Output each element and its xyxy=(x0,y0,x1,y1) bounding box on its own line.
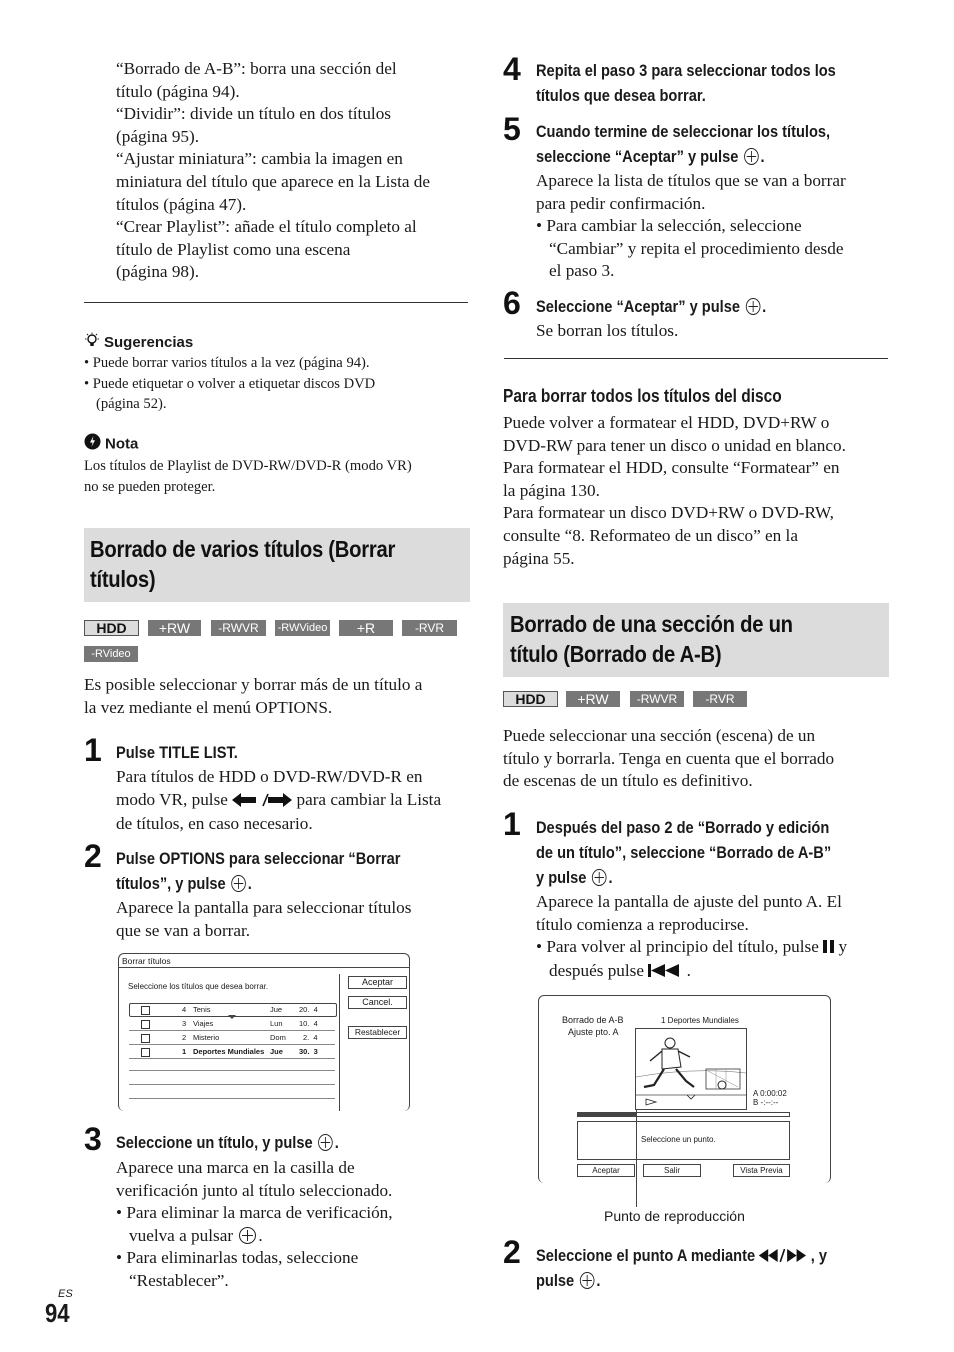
enter-button-icon xyxy=(592,869,607,886)
step-heading: Después del paso 2 de “Borrado y edición xyxy=(536,818,830,837)
text-fragment: y pulse xyxy=(536,868,587,887)
text-line: la vez mediante el menú OPTIONS. xyxy=(84,697,333,717)
time-a: A 0:00:02 xyxy=(753,1089,787,1098)
step-heading: títulos que desea borrar. xyxy=(536,86,706,105)
step1-body xyxy=(116,766,476,836)
callout-line xyxy=(636,1110,637,1207)
progress-fill xyxy=(578,1113,637,1116)
text-line: miniatura del título que aparece en la Lista de xyxy=(116,171,431,191)
bullet-line: “Cambiar” y repita el procedimiento desde xyxy=(549,238,844,258)
bullet-line: • Para eliminarlas todas, seleccione xyxy=(116,1248,359,1268)
borrado-ab-screen xyxy=(538,995,831,1183)
step-heading: de un título”, seleccione “Borrado de A-B” xyxy=(536,843,832,862)
text-fragment: para cambiar la Lista xyxy=(296,789,442,809)
step-heading: Seleccione un título, y pulse . xyxy=(116,1133,339,1152)
soccer-player-icon xyxy=(636,1029,746,1109)
section-title-line: títulos) xyxy=(90,566,156,592)
bullet-line: • Para cambiar la selección, seleccione xyxy=(536,216,802,236)
text-line: verificación junto al título seleccionado. xyxy=(116,1180,393,1200)
title-name: Deportes Mundiales xyxy=(193,1047,265,1056)
text-fragment: Seleccione un título, y pulse xyxy=(116,1133,313,1152)
text-line: de títulos, en caso necesario. xyxy=(116,814,313,834)
subheading: Para borrar todos los títulos del disco xyxy=(503,386,782,406)
note-heading: Nota xyxy=(105,435,139,453)
step-number: 4 xyxy=(503,51,521,87)
text-line: de escenas de un título es definitivo. xyxy=(503,771,753,791)
enter-button-icon xyxy=(580,1272,595,1289)
text-line: “Crear Playlist”: añade el título completo al xyxy=(116,217,417,237)
screen-prompt: Seleccione los títulos que desea borrar. xyxy=(128,982,269,991)
video-preview xyxy=(635,1028,747,1110)
format-badge-hdd: HDD xyxy=(84,620,139,636)
step-number: 6 xyxy=(503,285,521,321)
step-heading: Pulse TITLE LIST. xyxy=(116,743,238,762)
text-line: DVD-RW para tener un disco o unidad en blanco. xyxy=(503,435,846,455)
text-line: página 55. xyxy=(503,548,575,568)
lightbulb-icon xyxy=(84,332,100,354)
divider xyxy=(504,358,888,359)
screen-title: 1 Deportes Mundiales xyxy=(661,1016,739,1025)
title-date: 10. 4 xyxy=(299,1019,318,1028)
table-row[interactable] xyxy=(129,1046,335,1059)
text-line: título (página 94). xyxy=(116,81,240,101)
top-left-text xyxy=(116,58,476,284)
step-number: 1 xyxy=(503,806,521,842)
enter-button-icon xyxy=(744,148,759,165)
checkbox[interactable] xyxy=(141,1020,150,1029)
note-line: Los títulos de Playlist de DVD-RW/DVD-R (modo VR) xyxy=(84,458,412,474)
step-heading xyxy=(536,1243,827,1269)
text-line: la página 130. xyxy=(503,480,600,500)
section2-step1-body xyxy=(536,891,896,983)
note-block xyxy=(84,433,474,497)
text-line: consulte “8. Reformateo de un disco” en la xyxy=(503,525,798,545)
text-line: (página 95). xyxy=(116,126,200,146)
title-name: Tenis xyxy=(193,1005,211,1014)
step-heading: Pulse OPTIONS para seleccionar “Borrar xyxy=(116,849,401,868)
text-fragment: Seleccione “Aceptar” y pulse xyxy=(536,297,740,316)
salir-button[interactable]: Salir xyxy=(643,1164,701,1177)
tip-item: (página 52). xyxy=(96,396,167,413)
title-number: 2 xyxy=(182,1033,187,1042)
text-line xyxy=(116,789,476,814)
format-badge-rw-vr: -RWVR xyxy=(211,620,266,636)
text-fragment: , y xyxy=(810,1246,828,1265)
title-day: Lun xyxy=(270,1019,283,1028)
screen-label: Ajuste pto. A xyxy=(568,1027,619,1037)
tips-block xyxy=(84,332,474,415)
message-box xyxy=(577,1121,790,1160)
bullet-line: • Para eliminar la marca de verificación, xyxy=(116,1203,393,1223)
title-date: 2. 4 xyxy=(303,1033,318,1042)
title-day: Jue xyxy=(270,1047,283,1056)
section-title-line: título (Borrado de A-B) xyxy=(510,641,722,667)
tip-item: • Puede etiquetar o volver a etiquetar discos DVD xyxy=(84,375,376,392)
enter-button-icon xyxy=(239,1227,256,1244)
text-line: Para formatear un disco DVD+RW o DVD-RW, xyxy=(503,503,834,523)
step-number: 1 xyxy=(84,732,102,768)
tips-heading: Sugerencias xyxy=(104,334,194,351)
note-icon xyxy=(84,433,101,456)
section-title-line: Borrado de varios títulos (Borrar xyxy=(90,536,396,562)
text-line: título y borrarla. Tenga en cuenta que el borrado xyxy=(503,748,835,768)
pause-icon xyxy=(823,937,834,960)
bullet-line: el paso 3. xyxy=(549,261,615,281)
formatting-paragraph xyxy=(503,412,898,570)
text-fragment: y xyxy=(838,937,848,957)
text-fragment: Seleccione el punto A mediante xyxy=(536,1246,756,1265)
title-name: Misterio xyxy=(193,1033,220,1042)
text-fragment: después pulse xyxy=(549,960,644,980)
borrar-titulos-screen xyxy=(118,953,410,1111)
enter-button-icon xyxy=(746,298,761,315)
title-day: Dom xyxy=(270,1033,286,1042)
text-line: Aparece la lista de títulos que se van a borrar xyxy=(536,171,846,190)
step-heading: títulos”, y pulse . xyxy=(116,874,252,893)
checkbox[interactable] xyxy=(141,1048,150,1057)
section-heading-borrado-ab xyxy=(503,603,889,677)
text-fragment: vuelva a pulsar xyxy=(129,1225,234,1245)
step-number: 2 xyxy=(503,1234,521,1270)
step-heading: Seleccione “Aceptar” y pulse . xyxy=(536,297,767,316)
text-line: Puede volver a formatear el HDD, DVD+RW o xyxy=(503,413,830,432)
section-title-line: Borrado de una sección de un xyxy=(510,611,793,637)
text-line: título de Playlist como una escena xyxy=(116,239,351,259)
title-number: 1 xyxy=(182,1047,187,1056)
section1-intro xyxy=(84,674,474,719)
screen-label: Borrado de A-B xyxy=(562,1015,624,1025)
title-number: 3 xyxy=(182,1019,187,1028)
format-badge-rw-vr: -RWVR xyxy=(630,691,684,707)
bullet-line: “Restablecer”. xyxy=(129,1270,229,1290)
text-fragment: pulse xyxy=(536,1271,575,1290)
text-fragment: seleccione “Aceptar” y pulse xyxy=(536,147,739,166)
enter-button-icon xyxy=(318,1134,333,1151)
text-line: (página 98). xyxy=(116,262,200,282)
table-row[interactable] xyxy=(129,1032,335,1045)
arrow-left-right-icon xyxy=(232,791,292,814)
title-name: Viajes xyxy=(193,1019,214,1028)
table-row[interactable] xyxy=(129,1018,335,1031)
page-number: 94 xyxy=(45,1298,70,1328)
text-fragment: • Para volver al principio del título, pulse xyxy=(536,937,819,957)
note-line: no se pueden proteger. xyxy=(84,478,216,495)
text-line: “Borrado de A-B”: borra una sección del xyxy=(116,59,397,78)
screen-message: Seleccione un punto. xyxy=(641,1135,716,1144)
page-language: ES xyxy=(58,1288,73,1300)
step-heading: pulse . xyxy=(536,1271,601,1290)
text-line: que se van a borrar. xyxy=(116,920,251,940)
title-number: 4 xyxy=(182,1005,187,1014)
step6-body: Se borran los títulos. xyxy=(536,321,679,340)
title-date: 30. 3 xyxy=(299,1047,318,1056)
format-badge-hdd: HDD xyxy=(503,691,558,707)
vista-previa-button[interactable]: Vista Previa xyxy=(733,1164,790,1177)
text-line: “Ajustar miniatura”: cambia la imagen en xyxy=(116,149,403,169)
title-date: 20. 4 xyxy=(299,1005,318,1014)
text-line: para pedir confirmación. xyxy=(536,193,706,213)
format-badge-rw-video: -RWVideo xyxy=(275,620,330,636)
divider xyxy=(84,302,468,303)
format-badge-r-vr: -RVR xyxy=(402,620,457,636)
text-line: títulos (página 47). xyxy=(116,194,247,214)
bullet-line: después pulse . xyxy=(536,960,896,984)
aceptar-button[interactable]: Aceptar xyxy=(348,976,407,989)
progress-bar[interactable] xyxy=(577,1112,790,1117)
step-heading: Cuando termine de seleccionar los títulos, xyxy=(536,122,831,141)
rewind-forward-icon xyxy=(759,1244,811,1269)
text-line: título comienza a reproducirse. xyxy=(536,914,749,934)
step-number: 3 xyxy=(84,1121,102,1157)
format-badge-r-video: -RVideo xyxy=(84,646,138,662)
format-badge-plus-rw: +RW xyxy=(566,691,620,707)
text-line: Aparece la pantalla para seleccionar títulos xyxy=(116,898,412,917)
text-line: Para formatear el HDD, consulte “Formatear” en xyxy=(503,458,840,478)
table-row[interactable] xyxy=(129,1004,335,1016)
checkbox[interactable] xyxy=(141,1006,150,1015)
time-b: B -:--:-- xyxy=(753,1098,779,1107)
step2-body xyxy=(116,897,476,942)
title-day: Jue xyxy=(270,1005,283,1014)
screen-title: Borrar títulos xyxy=(122,956,171,966)
cancel-button[interactable]: Cancel. xyxy=(348,996,407,1009)
text-line: Para títulos de HDD o DVD-RW/DVD-R en xyxy=(116,767,423,786)
restablecer-button[interactable]: Restablecer xyxy=(348,1026,407,1039)
previous-track-icon xyxy=(648,961,682,984)
step-number: 2 xyxy=(84,838,102,874)
bullet-line: vuelva a pulsar . xyxy=(129,1225,263,1245)
text-line: Aparece una marca en la casilla de xyxy=(116,1158,355,1177)
step5-body xyxy=(536,170,896,283)
playback-point-caption: Punto de reproducción xyxy=(604,1208,745,1224)
step3-body xyxy=(116,1157,476,1293)
checkbox[interactable] xyxy=(141,1034,150,1043)
enter-button-icon xyxy=(231,875,246,892)
section2-intro xyxy=(503,725,898,793)
format-badge-plus-rw: +RW xyxy=(148,620,201,636)
bullet-line xyxy=(536,936,896,960)
format-badge-plus-r: +R xyxy=(339,620,393,636)
step-number: 5 xyxy=(503,111,521,147)
step-heading: Repita el paso 3 para seleccionar todos los xyxy=(536,61,836,80)
tip-item: • Puede borrar varios títulos a la vez (página 94). xyxy=(84,355,370,371)
text-line: Aparece la pantalla de ajuste del punto A. El xyxy=(536,892,842,911)
format-badge-r-vr: -RVR xyxy=(693,691,747,707)
step-heading: y pulse . xyxy=(536,868,613,887)
text-fragment: modo VR, pulse xyxy=(116,789,228,809)
text-line: “Dividir”: divide un título en dos títulos xyxy=(116,104,391,124)
text-fragment: títulos”, y pulse xyxy=(116,874,226,893)
section-heading-borrar-titulos xyxy=(84,528,470,602)
text-line: Es posible seleccionar y borrar más de un título a xyxy=(84,675,423,694)
aceptar-button[interactable]: Aceptar xyxy=(577,1164,635,1177)
step-heading: seleccione “Aceptar” y pulse . xyxy=(536,147,765,166)
text-line: Puede seleccionar una sección (escena) de un xyxy=(503,726,816,745)
